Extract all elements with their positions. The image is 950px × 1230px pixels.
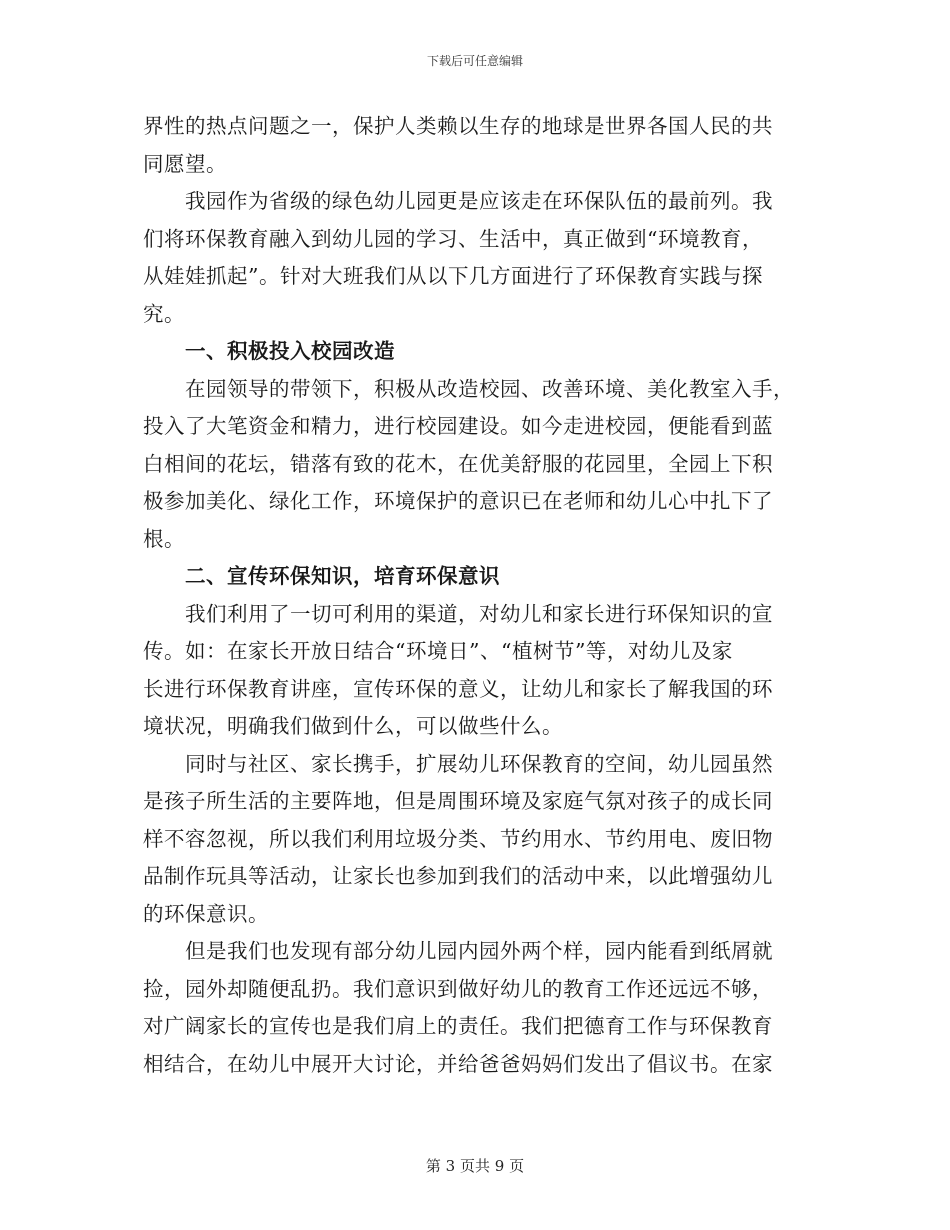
body-line: 从娃娃抓起”。针对大班我们从以下几方面进行了环保教育实践与探	[143, 264, 763, 288]
body-line: 们将环保教育融入到幼儿园的学习、生活中，真正做到“环境教育，	[143, 226, 763, 251]
body-line: 品制作玩具等活动，让家长也参加到我们的活动中来，以此增强幼儿	[143, 864, 773, 888]
body-line: 同愿望。	[143, 151, 227, 176]
body-line: 白相间的花坛，错落有致的花木，在优美舒服的花园里，全园上下积	[143, 451, 773, 476]
body-line: 境状况，明确我们做到什么，可以做些什么。	[143, 714, 563, 738]
document-body	[143, 108, 803, 1083]
body-line: 究。	[143, 301, 185, 326]
body-line: 投入了大笔资金和精力，进行校园建设。如今走进校园，便能看到蓝	[143, 414, 773, 438]
body-line: 在园领导的带领下，积极从改造校园、改善环境、美化教室入手，	[185, 376, 794, 401]
body-line: 样不容忽视，所以我们利用垃圾分类、节约用水、节约用电、废旧物	[143, 826, 773, 851]
body-line: 根。	[143, 526, 185, 551]
body-line: 的环保意识。	[143, 901, 269, 926]
body-line: 对广阔家长的宣传也是我们肩上的责任。我们把德育工作与环保教育	[143, 1014, 773, 1038]
body-line: 我园作为省级的绿色幼儿园更是应该走在环保队伍的最前列。我	[185, 189, 773, 213]
body-line: 传。如：在家长开放日结合“环境日”、“植树节”等，对幼儿及家	[143, 639, 733, 663]
body-line: 界性的热点问题之一，保护人类赖以生存的地球是世界各国人民的共	[143, 114, 773, 138]
body-line: 是孩子所生活的主要阵地，但是周围环境及家庭气氛对孩子的成长同	[143, 789, 773, 813]
section-heading: 二、宣传环保知识，培育环保意识	[185, 564, 500, 588]
body-line: 捡，园外却随便乱扔。我们意识到做好幼儿的教育工作还远远不够，	[143, 976, 773, 1001]
body-line: 极参加美化、绿化工作，环境保护的意识已在老师和幼儿心中扎下了	[143, 489, 773, 513]
page-header: 下载后可任意编辑	[426, 54, 523, 68]
body-line: 相结合，在幼儿中展开大讨论，并给爸爸妈妈们发出了倡议书。在家	[143, 1051, 773, 1076]
body-line: 我们利用了一切可利用的渠道，对幼儿和家长进行环保知识的宣	[185, 601, 773, 626]
body-line: 但是我们也发现有部分幼儿园内园外两个样，园内能看到纸屑就	[185, 939, 773, 963]
body-line: 长进行环保教育讲座，宣传环保的意义，让幼儿和家长了解我国的环	[143, 676, 773, 701]
section-heading: 一、积极投入校园改造	[185, 339, 395, 363]
body-line: 同时与社区、家长携手，扩展幼儿环保教育的空间，幼儿园虽然	[185, 751, 773, 776]
page-footer: 第 3 页共 9 页	[425, 1157, 525, 1175]
